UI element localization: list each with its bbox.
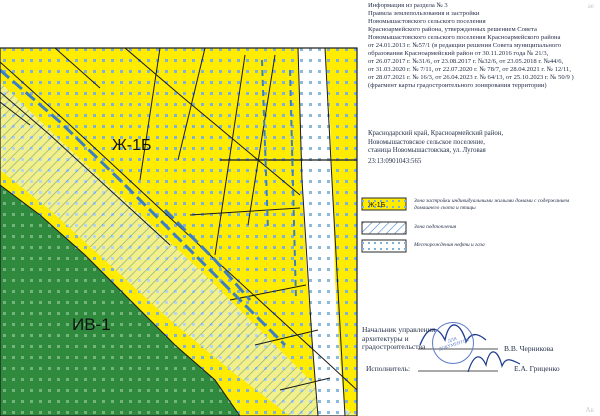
location-line: Краснодарский край, Красноармейский район, [368, 130, 504, 137]
location-line: Новомышастовское сельское поселение, [368, 138, 485, 146]
header-line: Информация из раздела № 3 [368, 2, 448, 9]
head-title-line: архитектуры и [362, 333, 409, 343]
zone-label-water: ИВ-1 [72, 315, 111, 334]
head-title-line: Начальник управления [362, 325, 436, 334]
header-line: Правила землепользования и застройки [368, 10, 480, 18]
header-line: от 26.07.2017 г. №31/6, от 23.08.2017 г. №32/6, от 23.05.2018 г. №44/6, [368, 58, 564, 66]
signature-executor [468, 352, 520, 372]
svg-text:Ж-1Б: Ж-1Б [368, 202, 386, 209]
header-line: Красноармейского района, утвержденных решением Совета [368, 26, 537, 34]
header-line: от 24.01.2013 г. №57/1 (в редакции решения Совета муниципального [368, 42, 562, 50]
header-line: от 31.03.2020 г. № 7/11, от 22.07.2020 г. № 78/7, от 28.04.2021 г. № 12/11, [368, 66, 571, 74]
legend-swatch-flood [362, 222, 406, 234]
zone-label-residential: Ж-1Б [112, 137, 152, 154]
header-line: образования Красноармейский район от 30.11.2016 года № 21/3, [368, 50, 549, 58]
head-title [362, 326, 435, 352]
head-name: В.В. Черникова [504, 344, 554, 353]
legend-text: Месторождения нефти и газа [414, 242, 485, 248]
header-line: Новомышастовского сельского поселения Красноармейского района [368, 34, 561, 42]
official-stamp [432, 322, 474, 364]
legend-text: Зона подтопления [414, 224, 457, 230]
cadastral-number: 23:13:0901043:565 [368, 158, 422, 165]
header-line: от 28.07.2021 г. № 16/3, от 26.04.2023 г. № 64/13, от 25.10.2023 г. № 50/9 ) [368, 74, 574, 82]
location-address [368, 130, 503, 156]
corner-mark-top: ае [587, 2, 594, 10]
document-header [368, 2, 596, 91]
corner-mark-bottom: Ак [585, 406, 594, 414]
header-line: Новомышастовского сельского поселения [368, 18, 486, 26]
header-line: (фрагмент карты градостроительного зонирования территории) [368, 82, 547, 90]
head-title-line: градостроительства [362, 342, 426, 351]
location-line: станица Новомышастовская, ул. Луговая [368, 147, 486, 155]
executor-label: Исполнитель: [366, 364, 411, 373]
executor-name: Е.А. Гриценко [514, 364, 560, 373]
stamp-text: ДЛЯ ДОКУМЕНТОВ [438, 335, 470, 352]
legend-text: Зона застройки индивидуальными жилыми домами с содержанием домашнего скота и птицы [414, 198, 570, 211]
